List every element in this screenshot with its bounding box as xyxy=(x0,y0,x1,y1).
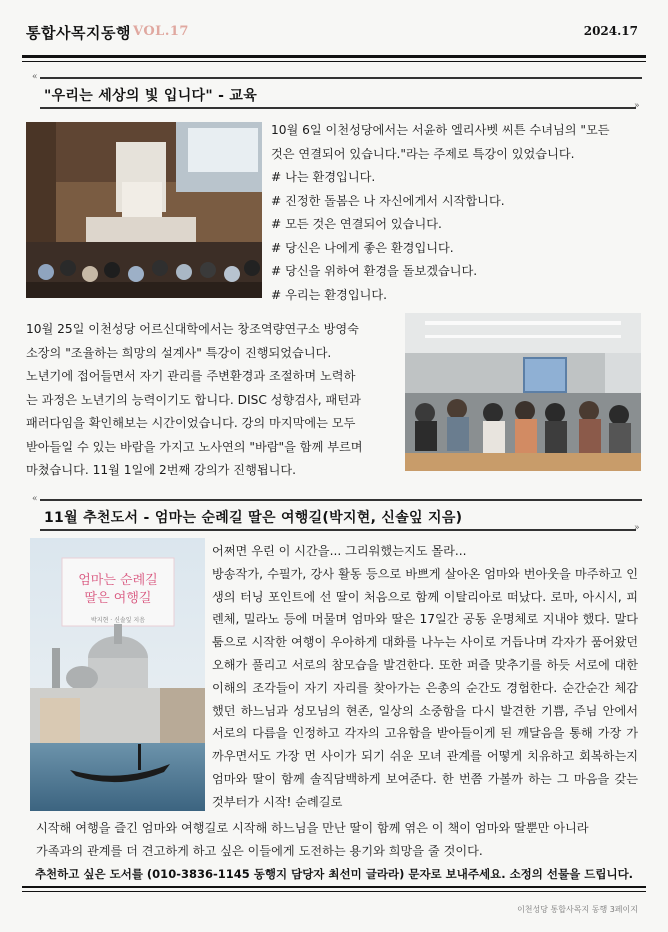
text-line: # 당신을 위하여 환경을 돌보겠습니다. xyxy=(271,264,478,278)
book-cover-authors: 박지현 · 신솔잎 지음 xyxy=(91,617,145,624)
book-cover-title-1: 엄마는 순례길 xyxy=(78,573,158,588)
text-line: 는 과정은 노년기의 능력이기도 합니다. DISC 성향검사, 패턴과 xyxy=(26,392,361,407)
section1-bottom-rule xyxy=(40,107,636,109)
text-line: # 진정한 돌봄은 나 자신에게서 시작합니다. xyxy=(271,193,505,208)
text-line: 마쳤습니다. 11월 1일에 2번째 강의가 진행됩니다. xyxy=(26,463,297,477)
section1-top-rule xyxy=(40,77,642,79)
review-closing xyxy=(36,817,589,863)
section2-top-rule xyxy=(40,499,642,501)
senior-college-class-photo xyxy=(405,313,641,471)
text-line: 패러다임을 확인해보는 시간이었습니다. 강의 마지막에는 모두 xyxy=(26,416,356,430)
text-line: 것은 연결되어 있습니다."라는 주제로 특강이 있었습니다. xyxy=(271,146,575,161)
text-line: 노년기에 접어들면서 자기 관리를 주변환경과 조절하며 노력하 xyxy=(26,369,356,383)
book-review-text xyxy=(212,540,638,814)
close-quote-mark: » xyxy=(634,101,640,111)
footer-rule-thick xyxy=(22,886,646,888)
book-cover-image xyxy=(30,538,205,811)
text-line: # 나는 환경입니다. xyxy=(271,170,376,184)
section2-title: 11월 추천도서 - 엄마는 순례길 딸은 여행길(박지현, 신솔잎 지음) xyxy=(44,510,463,526)
text-line: # 모든 것은 연결되어 있습니다. xyxy=(271,217,442,231)
header-rule-thin xyxy=(22,61,646,62)
section1-text-a xyxy=(271,119,610,307)
page-header xyxy=(0,0,668,62)
open-quote-mark: « xyxy=(32,72,38,82)
footer-rule-thin xyxy=(22,891,646,892)
open-quote-mark: « xyxy=(32,494,38,504)
book-request-note: 추천하고 싶은 도서를 (010-3836-1145 동행지 담당자 최선미 글라라) 문자로 보내주세요. 소정의 선물을 드립니다. xyxy=(34,867,634,881)
section1-title: "우리는 세상의 빛 입니다" - 교육 xyxy=(44,88,258,104)
text-line: 가족과의 관계를 더 견고하게 하고 싶은 이들에게 도전하는 용기와 희망을 줄 것이다. xyxy=(36,844,483,858)
text-line: 소장의 "조율하는 희망의 설계사" 특강이 진행되었습니다. xyxy=(26,345,332,360)
text-line: 10월 25일 이천성당 어르신대학에서는 창조역량연구소 방영숙 xyxy=(26,322,359,336)
newsletter-title: 통합사목지동행 xyxy=(26,24,131,42)
section1-text-b xyxy=(26,318,363,483)
volume-label: VOL.17 xyxy=(133,24,189,39)
section2-bottom-rule xyxy=(40,529,636,531)
text-line: 10월 6일 이천성당에서는 서윤하 엘리사벳 씨튼 수녀님의 "모든 xyxy=(271,123,610,137)
text-line: # 우리는 환경입니다. xyxy=(271,287,388,302)
header-rule-thick xyxy=(22,55,646,58)
text-line: 받아들일 수 있는 바람을 가지고 노사연의 "바람"을 함께 부르며 xyxy=(26,439,363,454)
issue-date: 2024.17 xyxy=(583,24,638,38)
review-body: 방송작가, 수필가, 강사 활동 등으로 바쁘게 살아온 엄마와 번아웃을 마주하고 인생의 터닝 포인트에 선 딸이 처음으로 함께 이탈리아로 떠났다. 로마, 아시시, 피렌체, 밀라노 등에 머물며 엄마와 딸은 17일간 공동 운명체로 지내야 했다. 말다툼으로 시작한 여행이 우아하게 대화를 나누는 사이로 거듭나며 각자가 품어왔던 오해가 풀리고 서로의 참모습을 발견한다. 또한 퍼즐 맞추기를 하듯 서로에 대한 이해의 조각들이 자기 자리를 찾아가는 은총의 순간도 경험한다. 순간순간 체감했던 하느님과 성모님의 현존, 일상의 소중함을 다시 발견한 기쁨, 주님 안에서 서로의 다름을 인정하고 각자의 고유함을 받아들이게 된 깨달음을 통해 가장 가까우면서도 가장 먼 사이가 되기 쉬운 모녀 관계를 어떻게 치유하고 회복하는지 엄마와 딸이 함께 솔직담백하게 보여준다. 한 번쯤 가볼까 하는 그 마음을 갖는 것부터가 시작! 순례길로 xyxy=(212,566,638,809)
text-line: # 당신은 나에게 좋은 환경입니다. xyxy=(271,240,454,255)
book-cover-title-2: 딸은 여행길 xyxy=(84,591,152,606)
page-number-label: 이천성당 통합사목지 동행 3페이지 xyxy=(517,905,638,914)
text-line: 시작해 여행을 즐긴 엄마와 여행길로 시작해 하느님을 만난 딸이 함께 엮은 이 책이 엄마와 딸뿐만 아니라 xyxy=(36,821,589,835)
church-lecture-photo xyxy=(26,122,262,298)
review-opening: 어쩌면 우린 이 시간을... 그리워했는지도 몰라... xyxy=(212,544,467,558)
close-quote-mark: » xyxy=(634,523,640,533)
